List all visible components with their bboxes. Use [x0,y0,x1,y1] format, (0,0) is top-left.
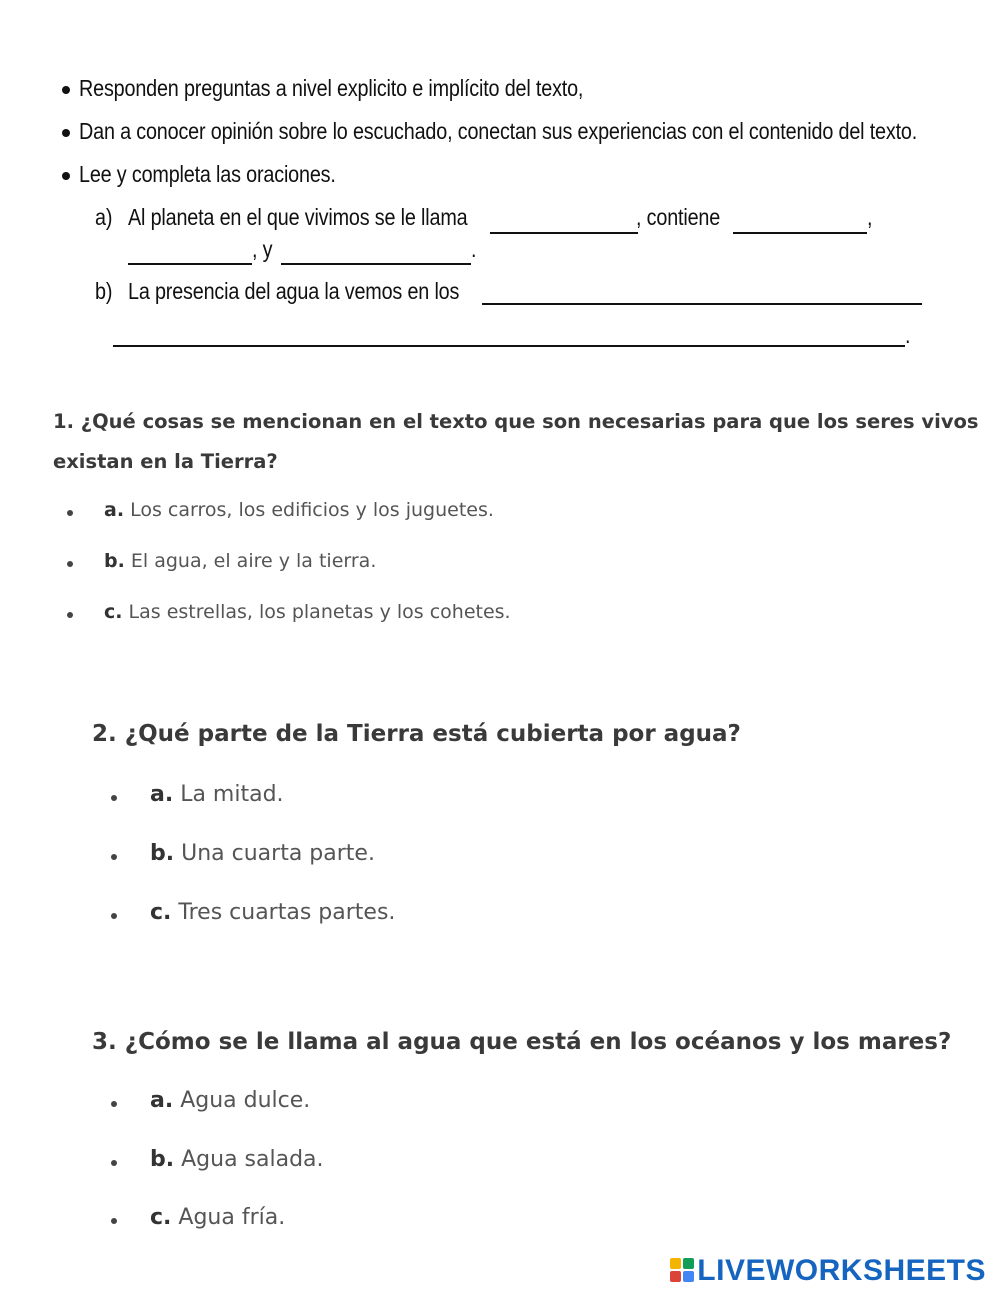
sentence-a-marker: a) [95,204,113,230]
blank-water-presence-2[interactable] [113,345,905,347]
bullet-icon [111,795,117,801]
question-1-option-a[interactable]: a. Los carros, los edificios y los juguetes. [104,499,494,521]
question-3-option-a[interactable]: a. Agua dulce. [150,1088,311,1113]
sentence-b-marker: b) [95,278,113,304]
bullet-icon [67,561,73,567]
question-1-line2: existan en la Tierra? [53,450,278,473]
instruction-3: Lee y completa las oraciones. [79,161,336,187]
bullet-icon [62,172,70,180]
question-1-text: ¿Qué cosas se mencionan en el texto que son necesarias para que los seres vivos [80,410,979,433]
logo-text: LIVEWORKSHEETS [697,1254,986,1287]
question-1-option-c[interactable]: c. Las estrellas, los planetas y los cohetes. [104,601,511,623]
sentence-a-comma: , [867,204,873,230]
question-3 [92,1029,951,1055]
bullet-icon [62,129,70,137]
blank-contains-2[interactable] [128,263,252,265]
sentence-a-text: Al planeta en el que vivimos se le llama [128,204,468,230]
blank-contains-1[interactable] [733,232,867,234]
question-1-number: 1. [53,410,74,433]
sentence-a-period: . [471,236,477,262]
bullet-icon [111,1218,117,1224]
blank-water-presence-1[interactable] [482,303,922,305]
sentence-b-period: . [905,322,911,348]
sentence-b-text: La presencia del agua la vemos en los [128,278,460,304]
question-2 [92,721,741,747]
question-2-option-b[interactable]: b. Una cuarta parte. [150,841,375,866]
bullet-icon [67,510,73,516]
question-2-option-c[interactable]: c. Tres cuartas partes. [150,900,396,925]
question-3-number: 3. [92,1029,117,1055]
instruction-2: Dan a conocer opinión sobre lo escuchado, conectan sus experiencias con el contenido del texto. [79,118,918,144]
bullet-icon [111,1101,117,1107]
bullet-icon [111,1160,117,1166]
question-3-option-c[interactable]: c. Agua fría. [150,1205,286,1230]
question-2-number: 2. [92,721,117,747]
sentence-a-contiene: , contiene [636,204,721,230]
sentence-a-y: , y [252,236,273,262]
blank-contains-3[interactable] [281,263,471,265]
logo-grid-icon [670,1258,694,1282]
question-1 [53,407,979,437]
question-3-text: ¿Cómo se le llama al agua que está en los océanos y los mares? [124,1029,952,1055]
bullet-icon [111,854,117,860]
instruction-1: Responden preguntas a nivel explicito e implícito del texto, [79,75,584,101]
question-2-option-a[interactable]: a. La mitad. [150,782,284,807]
blank-planet-name[interactable] [490,232,638,234]
liveworksheets-logo [670,1254,986,1288]
question-3-option-b[interactable]: b. Agua salada. [150,1147,324,1172]
bullet-icon [111,913,117,919]
question-2-text: ¿Qué parte de la Tierra está cubierta por agua? [124,721,741,747]
bullet-icon [67,612,73,618]
question-1-option-b[interactable]: b. El agua, el aire y la tierra. [104,550,377,572]
bullet-icon [62,86,70,94]
